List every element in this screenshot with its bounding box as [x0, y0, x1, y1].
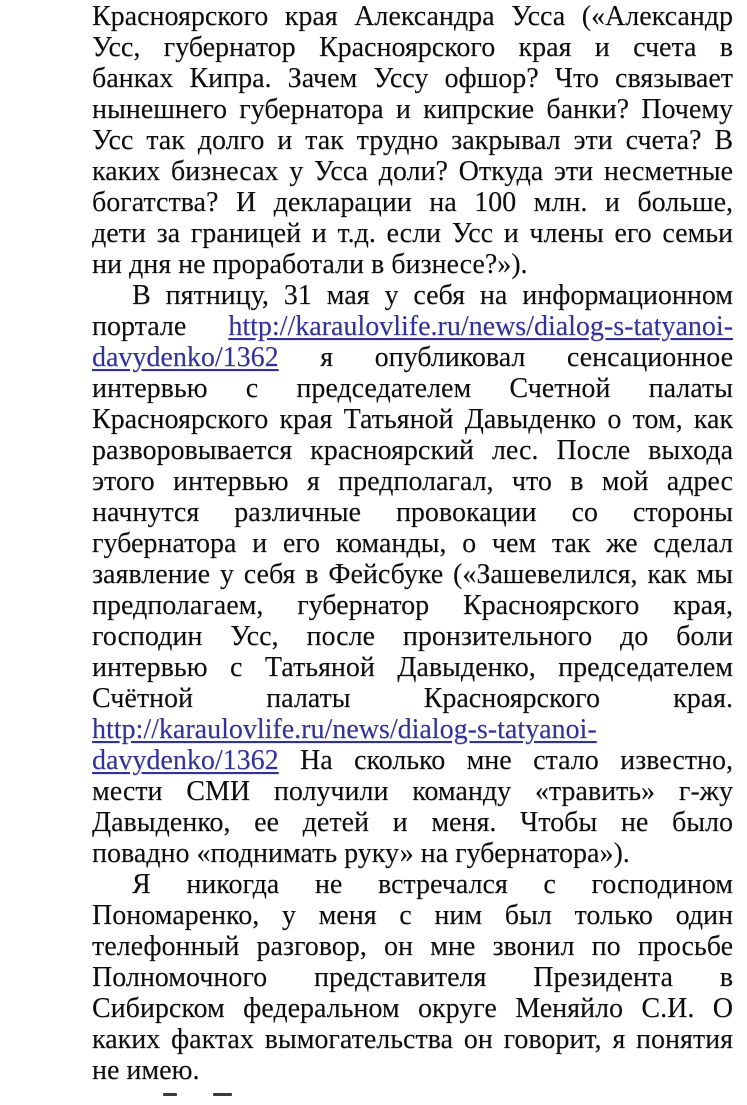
paragraph — [92, 869, 733, 1086]
text-line — [92, 373, 733, 404]
hyperlink[interactable]: davydenko/1362 — [92, 342, 279, 373]
text-line — [92, 63, 733, 94]
text-run: Сибирском федеральном округе Меняйло С.И. О — [92, 993, 733, 1024]
text-run: интервью с Татьяной Давыденко, председателем — [92, 652, 733, 683]
text-run: Пономаренко, у меня с ним был только один — [92, 900, 733, 931]
text-run: дети за границей и т.д. если Усс и члены его семьи — [92, 218, 733, 249]
text-run: каких фактах вымогательства он говорит, я понятия — [92, 1024, 733, 1055]
text-line — [92, 528, 733, 559]
text-line — [92, 156, 733, 187]
text-line — [92, 776, 733, 807]
text-run: портале — [92, 311, 229, 342]
text-run: начнутся различные провокации со стороны — [92, 497, 733, 528]
text-run: не имею. — [92, 1055, 200, 1086]
text-run: Я никогда не встречался с господином — [132, 869, 733, 900]
text-run: нынешнего губернатора и кипрские банки? Почему — [92, 94, 733, 125]
paragraph — [92, 280, 733, 869]
text-run: На сколько мне стало известно, — [278, 745, 733, 776]
text-line — [92, 218, 733, 249]
text-run: интервью с председателем Счетной палаты — [92, 373, 733, 404]
hyperlink[interactable]: http://karaulovlife.ru/news/dialog-s-tatyanoi- — [228, 311, 733, 342]
text-run: Давыденко, ее детей и меня. Чтобы не было — [92, 807, 733, 838]
text-run: телефонный разговор, он мне звонил по просьбе — [92, 931, 733, 962]
text-line — [92, 745, 733, 776]
text-run: мести СМИ получили команду «травить» г-жу — [92, 776, 733, 807]
text-line — [92, 404, 733, 435]
text-line — [92, 311, 733, 342]
text-line — [92, 1055, 733, 1086]
cutoff-line-glyph-fragment — [213, 1093, 232, 1096]
text-run: ни дня не проработали в бизнесе?»). — [92, 249, 528, 280]
text-line — [92, 900, 733, 931]
text-line — [92, 280, 733, 311]
text-line — [92, 94, 733, 125]
text-line — [92, 590, 733, 621]
text-line — [92, 838, 733, 869]
text-line — [92, 1024, 733, 1055]
text-line — [92, 497, 733, 528]
text-line — [92, 683, 733, 714]
text-run: повадно «поднимать руку» на губернатора»). — [92, 838, 630, 869]
text-run: Полномочного представителя Президента в — [92, 962, 733, 993]
text-run: заявление у себя в Фейсбуке («Зашевелился, как мы — [92, 559, 733, 590]
text-run: Усс, губернатор Красноярского края и счета в — [92, 32, 733, 63]
text-line — [92, 869, 733, 900]
text-run: разворовывается красноярский лес. После выхода — [92, 435, 733, 466]
text-run: В пятницу, 31 мая у себя на информационном — [132, 280, 733, 311]
text-run: Красноярского края Татьяной Давыденко о том, как — [92, 404, 733, 435]
text-line — [92, 435, 733, 466]
text-run: этого интервью я предполагал, что в мой адрес — [92, 466, 733, 497]
text-line — [92, 1, 733, 32]
text-run: губернатора и его команды, о чем так же сделал — [92, 528, 733, 559]
text-line — [92, 466, 733, 497]
document-text-column — [92, 1, 733, 1086]
text-run: каких бизнесах у Усса доли? Откуда эти несметные — [92, 156, 733, 187]
text-run: господин Усс, после пронзительного до боли — [92, 621, 733, 652]
text-line — [92, 652, 733, 683]
text-run: предполагаем, губернатор Красноярского края, — [92, 590, 733, 621]
text-line — [92, 187, 733, 218]
text-line — [92, 342, 733, 373]
hyperlink[interactable]: davydenko/1362 — [92, 745, 279, 776]
text-line — [92, 621, 733, 652]
text-line — [92, 32, 733, 63]
text-line — [92, 962, 733, 993]
text-run: Усс так долго и так трудно закрывал эти счета? В — [92, 125, 733, 156]
text-line — [92, 807, 733, 838]
paragraph — [92, 1, 733, 280]
text-line — [92, 714, 733, 745]
text-run: Красноярского края Александра Усса («Александр — [92, 1, 733, 32]
text-line — [92, 249, 733, 280]
text-run: банках Кипра. Зачем Уссу офшор? Что связывает — [92, 63, 733, 94]
cutoff-line-glyph-fragment — [163, 1093, 177, 1096]
text-line — [92, 125, 733, 156]
text-line — [92, 931, 733, 962]
text-run: богатства? И декларации на 100 млн. и больше, — [92, 187, 733, 218]
hyperlink[interactable]: http://karaulovlife.ru/news/dialog-s-tatyanoi- — [92, 714, 597, 745]
text-line — [92, 559, 733, 590]
text-run: я опубликовал сенсационное — [278, 342, 733, 373]
text-line — [92, 993, 733, 1024]
text-run: Счётной палаты Красноярского края. — [92, 683, 733, 714]
